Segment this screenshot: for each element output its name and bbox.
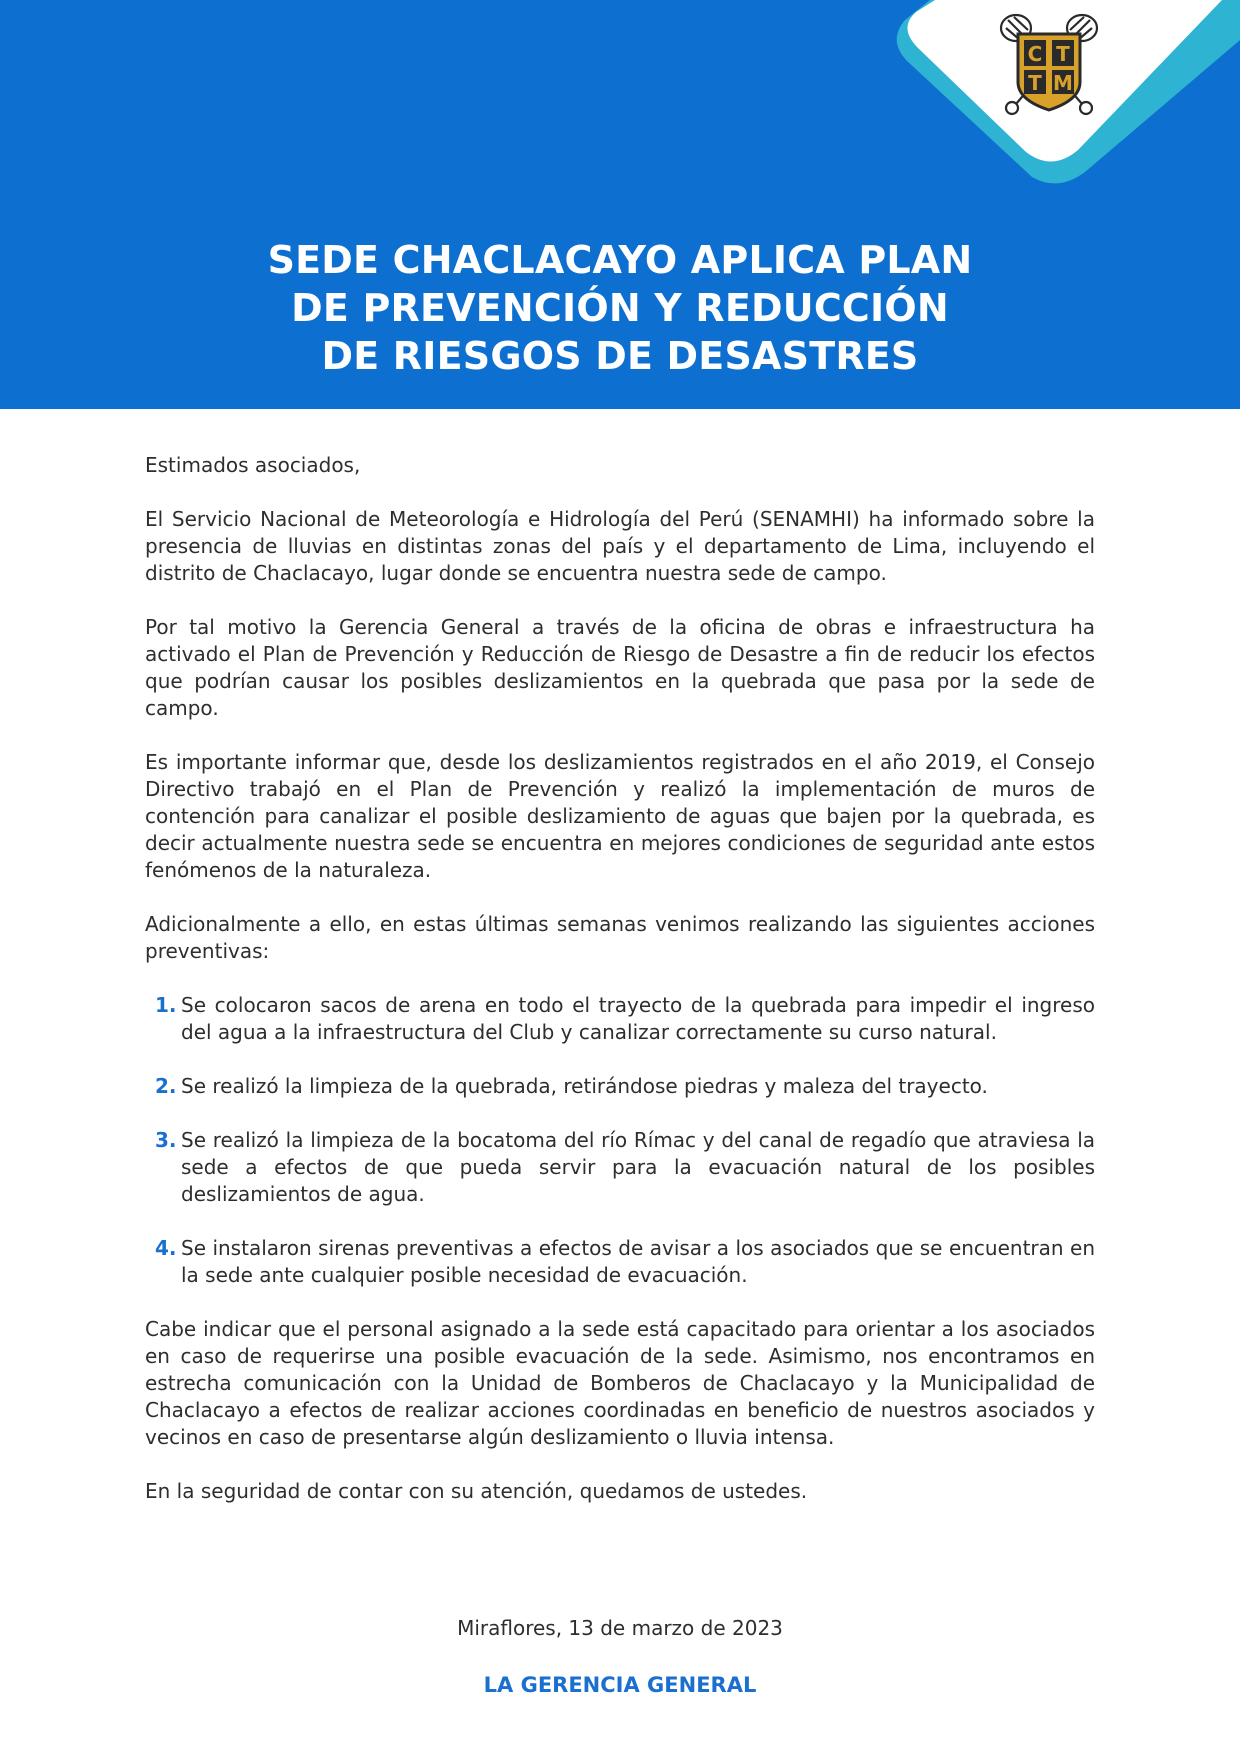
paragraph-plan-activation: Por tal motivo la Gerencia General a través de la oficina de obras e infraestructura ha activado el Plan de Prevención y Reducción de Riesgo de Desastre a fin de reducir los efectos que podrían causar los posibles deslizamientos en la quebrada que pasa por la sede de campo. bbox=[145, 615, 1095, 720]
list-item bbox=[145, 1235, 1095, 1289]
logo-letter-c: C bbox=[1027, 42, 1043, 66]
header-banner bbox=[0, 0, 1240, 409]
list-item-number: 3. bbox=[155, 1128, 177, 1152]
title-line-1: SEDE CHACLACAYO APLICA PLAN bbox=[267, 238, 973, 282]
paragraph-senamhi: El Servicio Nacional de Meteorología e Hidrología del Perú (SENAMHI) ha informado sobre la presencia de lluvias en distintas zonas del país y el departamento de Lima, incluyendo el distrito de Chaclacayo, lugar donde se encuentra nuestra sede de campo. bbox=[145, 507, 1095, 585]
logo-letter-t2: T bbox=[1028, 71, 1042, 95]
logo-letter-m: M bbox=[1053, 71, 1073, 95]
logo-letter-t1: T bbox=[1056, 42, 1070, 66]
list-item bbox=[145, 992, 1095, 1046]
list-item-text: Se instalaron sirenas preventivas a efectos de avisar a los asociados que se encuentran en la sede ante cualquier posible necesidad de evacuación. bbox=[181, 1236, 1095, 1287]
list-item bbox=[145, 1127, 1095, 1208]
title-line-3: DE RIESGOS DE DESASTRES bbox=[321, 334, 919, 378]
cttm-logo bbox=[996, 12, 1102, 118]
signature: LA GERENCIA GENERAL bbox=[483, 1673, 757, 1697]
paragraph-staff-coordination: Cabe indicar que el personal asignado a la sede está capacitado para orientar a los asociados en caso de requerirse una posible evacuación de la sede. Asimismo, nos encontramos en estrecha comunicación con la Unidad de Bomberos de Chaclacayo y la Municipalidad de Chaclacayo a efectos de realizar acciones coordinadas en beneficio de nuestros asociados y vecinos en caso de presentarse algún deslizamiento o lluvia intensa. bbox=[145, 1317, 1095, 1449]
list-item-text: Se colocaron sacos de arena en todo el trayecto de la quebrada para impedir el ingreso del agua a la infraestructura del Club y canalizar correctamente su curso natural. bbox=[181, 993, 1095, 1044]
paragraph-2019-history: Es importante informar que, desde los deslizamientos registrados en el año 2019, el Consejo Directivo trabajó en el Plan de Prevención y realizó la implementación de muros de contención para canalizar el posible deslizamiento de aguas que bajen por la quebrada, es decir actualmente nuestra sede se encuentra en mejores condiciones de seguridad ante estos fenómenos de la naturaleza. bbox=[145, 750, 1095, 882]
list-item-number: 1. bbox=[155, 993, 177, 1017]
list-item-number: 4. bbox=[155, 1236, 177, 1260]
list-item bbox=[145, 1073, 1095, 1100]
list-item-text: Se realizó la limpieza de la bocatoma del río Rímac y del canal de regadío que atraviesa la sede a efectos de que pueda servir para la evacuación natural de los posibles deslizamientos de agua. bbox=[181, 1128, 1095, 1206]
letter-body bbox=[145, 452, 1095, 1532]
title-line-2: DE PREVENCIÓN Y REDUCCIÓN bbox=[291, 286, 949, 330]
place-date: Miraflores, 13 de marzo de 2023 bbox=[457, 1616, 783, 1640]
paragraph-farewell: En la seguridad de contar con su atención, quedamos de ustedes. bbox=[145, 1479, 808, 1503]
paragraph-actions-intro: Adicionalmente a ello, en estas últimas semanas venimos realizando las siguientes acciones preventivas: bbox=[145, 912, 1095, 963]
actions-list bbox=[145, 992, 1095, 1289]
page-title bbox=[120, 236, 1120, 380]
list-item-number: 2. bbox=[155, 1074, 177, 1098]
greeting: Estimados asociados, bbox=[145, 453, 361, 477]
list-item-text: Se realizó la limpieza de la quebrada, retirándose piedras y maleza del trayecto. bbox=[181, 1074, 988, 1098]
